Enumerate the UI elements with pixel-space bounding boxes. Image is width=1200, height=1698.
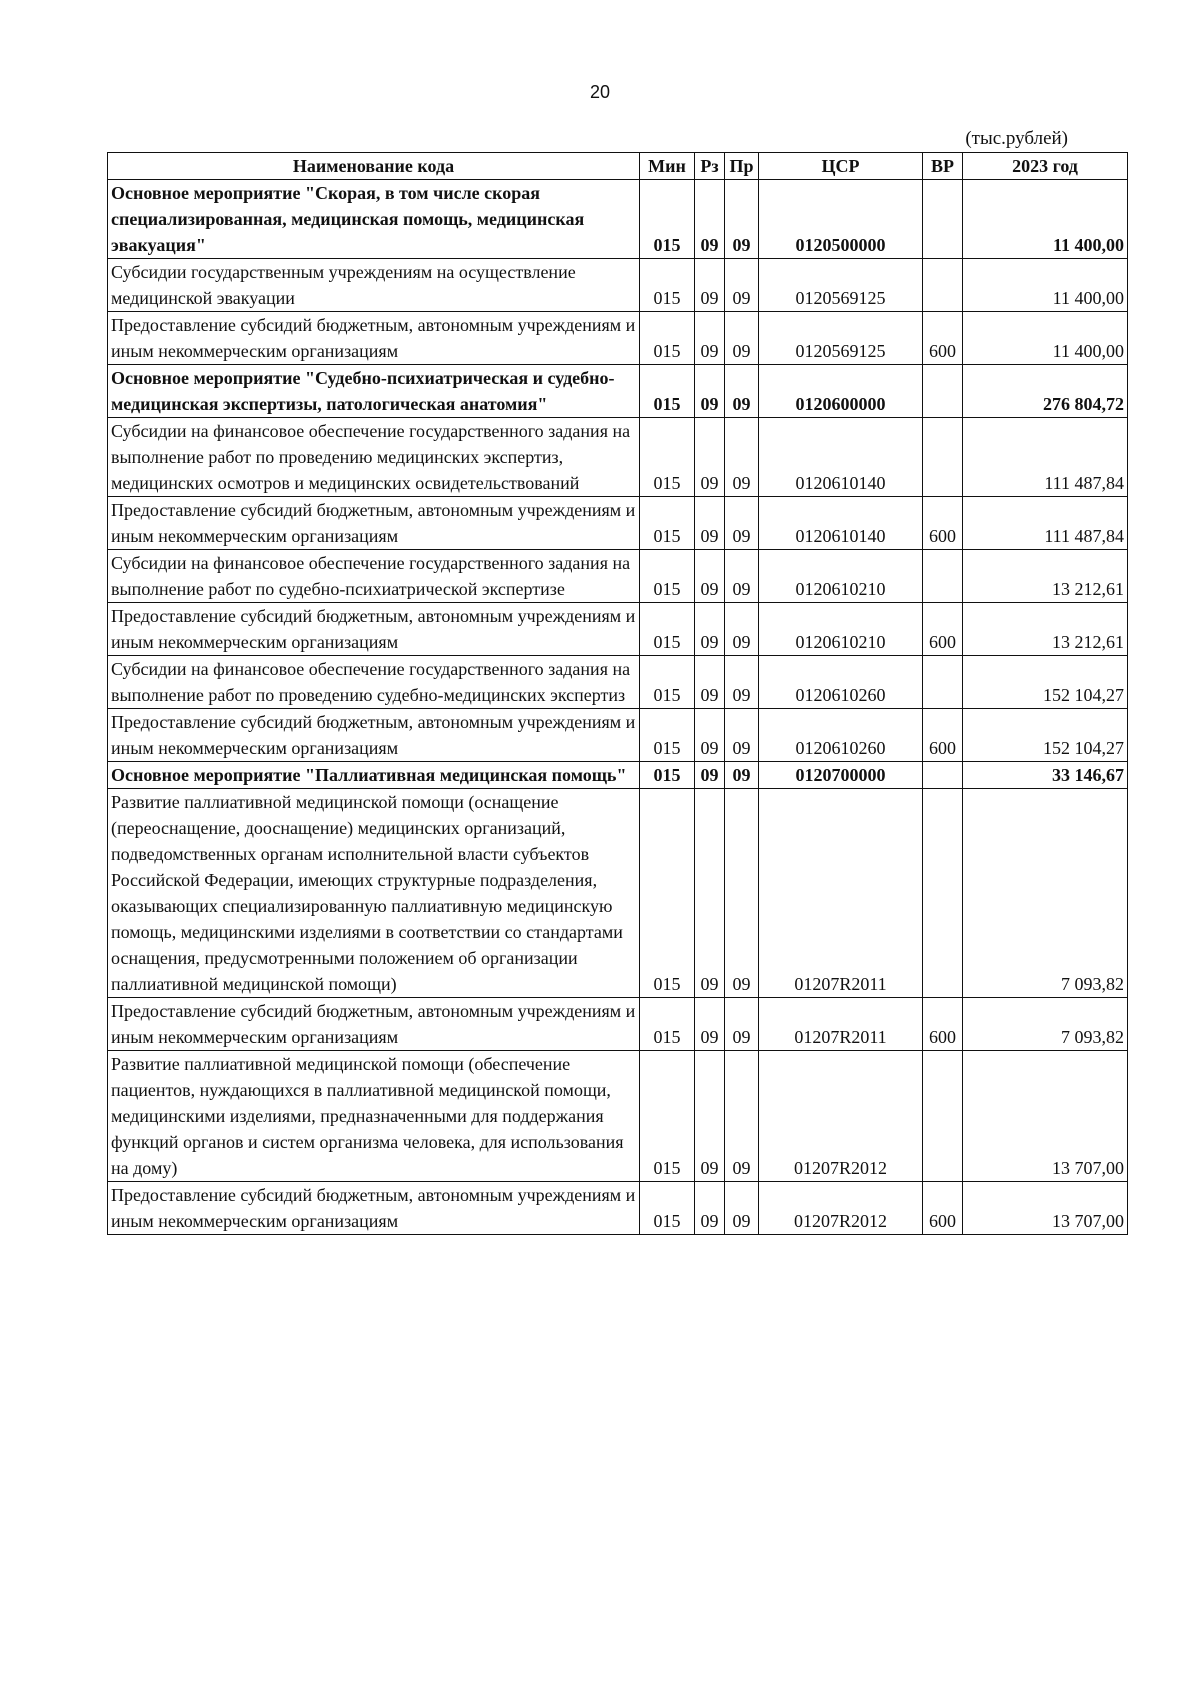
table-row [108, 1182, 1128, 1235]
cell-csr: 01207R2011 [759, 998, 923, 1051]
cell-name: Основное мероприятие "Паллиативная медицинская помощь" [108, 762, 640, 789]
header-rz: Рз [695, 153, 725, 180]
cell-pr: 09 [725, 789, 759, 998]
cell-min: 015 [640, 709, 695, 762]
header-min: Мин [640, 153, 695, 180]
cell-rz: 09 [695, 656, 725, 709]
cell-csr: 0120610210 [759, 603, 923, 656]
table-row [108, 709, 1128, 762]
cell-csr: 0120610140 [759, 497, 923, 550]
cell-rz: 09 [695, 418, 725, 497]
cell-min: 015 [640, 789, 695, 998]
header-year: 2023 год [963, 153, 1128, 180]
table-row [108, 550, 1128, 603]
table-row [108, 497, 1128, 550]
table-row [108, 418, 1128, 497]
cell-pr: 09 [725, 1051, 759, 1182]
cell-pr: 09 [725, 497, 759, 550]
cell-rz: 09 [695, 998, 725, 1051]
cell-pr: 09 [725, 1182, 759, 1235]
cell-amount: 152 104,27 [963, 656, 1128, 709]
cell-pr: 09 [725, 180, 759, 259]
table-row [108, 789, 1128, 998]
cell-name: Основное мероприятие "Скорая, в том числе скорая специализированная, медицинская помощь, медицинская эвакуация" [108, 180, 640, 259]
cell-rz: 09 [695, 1051, 725, 1182]
cell-name: Субсидии на финансовое обеспечение государственного задания на выполнение работ по проведению медицинских экспертиз, медицинских осмотров и медицинских освидетельствований [108, 418, 640, 497]
cell-min: 015 [640, 998, 695, 1051]
cell-amount: 11 400,00 [963, 312, 1128, 365]
cell-min: 015 [640, 1051, 695, 1182]
cell-vr: 600 [923, 998, 963, 1051]
cell-vr [923, 550, 963, 603]
cell-amount: 276 804,72 [963, 365, 1128, 418]
table-row [108, 259, 1128, 312]
header-name: Наименование кода [108, 153, 640, 180]
cell-amount: 7 093,82 [963, 998, 1128, 1051]
cell-min: 015 [640, 603, 695, 656]
cell-vr [923, 180, 963, 259]
cell-vr: 600 [923, 603, 963, 656]
cell-rz: 09 [695, 789, 725, 998]
table-row [108, 1051, 1128, 1182]
cell-vr [923, 1051, 963, 1182]
table-row [108, 312, 1128, 365]
cell-min: 015 [640, 259, 695, 312]
cell-csr: 0120569125 [759, 312, 923, 365]
cell-pr: 09 [725, 418, 759, 497]
cell-rz: 09 [695, 709, 725, 762]
cell-csr: 0120610140 [759, 418, 923, 497]
cell-name: Предоставление субсидий бюджетным, автономным учреждениям и иным некоммерческим организациям [108, 1182, 640, 1235]
cell-amount: 7 093,82 [963, 789, 1128, 998]
cell-vr: 600 [923, 497, 963, 550]
cell-amount: 13 212,61 [963, 550, 1128, 603]
cell-name: Развитие паллиативной медицинской помощи (обеспечение пациентов, нуждающихся в паллиативной медицинской помощи, медицинскими изделиями, предназначенными для поддержания функций органов и систем организма человека, для использования на дому) [108, 1051, 640, 1182]
cell-min: 015 [640, 312, 695, 365]
cell-csr: 0120610260 [759, 656, 923, 709]
cell-csr: 01207R2011 [759, 789, 923, 998]
cell-vr [923, 656, 963, 709]
cell-pr: 09 [725, 365, 759, 418]
cell-rz: 09 [695, 180, 725, 259]
cell-min: 015 [640, 365, 695, 418]
cell-rz: 09 [695, 497, 725, 550]
cell-pr: 09 [725, 312, 759, 365]
cell-amount: 13 212,61 [963, 603, 1128, 656]
cell-min: 015 [640, 497, 695, 550]
cell-name: Предоставление субсидий бюджетным, автономным учреждениям и иным некоммерческим организациям [108, 497, 640, 550]
cell-rz: 09 [695, 550, 725, 603]
cell-amount: 13 707,00 [963, 1051, 1128, 1182]
cell-vr [923, 789, 963, 998]
cell-vr: 600 [923, 1182, 963, 1235]
cell-name: Субсидии на финансовое обеспечение государственного задания на выполнение работ по судебно-психиатрической экспертизе [108, 550, 640, 603]
cell-csr: 0120569125 [759, 259, 923, 312]
cell-name: Основное мероприятие "Судебно-психиатрическая и судебно-медицинская экспертизы, патологическая анатомия" [108, 365, 640, 418]
cell-vr [923, 762, 963, 789]
cell-amount: 33 146,67 [963, 762, 1128, 789]
header-vr: ВР [923, 153, 963, 180]
cell-csr: 0120610260 [759, 709, 923, 762]
cell-rz: 09 [695, 259, 725, 312]
header-csr: ЦСР [759, 153, 923, 180]
table-row [108, 998, 1128, 1051]
page-number: 20 [589, 82, 611, 102]
cell-vr: 600 [923, 709, 963, 762]
cell-rz: 09 [695, 762, 725, 789]
cell-min: 015 [640, 1182, 695, 1235]
cell-name: Предоставление субсидий бюджетным, автономным учреждениям и иным некоммерческим организациям [108, 998, 640, 1051]
cell-rz: 09 [695, 365, 725, 418]
cell-name: Субсидии на финансовое обеспечение государственного задания на выполнение работ по проведению судебно-медицинских экспертиз [108, 656, 640, 709]
cell-min: 015 [640, 656, 695, 709]
table-row [108, 180, 1128, 259]
budget-table [107, 152, 1128, 1235]
cell-rz: 09 [695, 312, 725, 365]
cell-pr: 09 [725, 603, 759, 656]
cell-vr [923, 259, 963, 312]
table-body [108, 180, 1128, 1235]
cell-min: 015 [640, 762, 695, 789]
cell-pr: 09 [725, 762, 759, 789]
cell-min: 015 [640, 550, 695, 603]
table-row [108, 656, 1128, 709]
cell-csr: 01207R2012 [759, 1182, 923, 1235]
cell-pr: 09 [725, 550, 759, 603]
cell-vr [923, 365, 963, 418]
cell-pr: 09 [725, 656, 759, 709]
cell-amount: 152 104,27 [963, 709, 1128, 762]
cell-amount: 111 487,84 [963, 418, 1128, 497]
cell-csr: 0120600000 [759, 365, 923, 418]
units-label: (тыс.рублей) [965, 128, 1068, 149]
cell-csr: 0120500000 [759, 180, 923, 259]
table-header-row [108, 153, 1128, 180]
cell-name: Предоставление субсидий бюджетным, автономным учреждениям и иным некоммерческим организациям [108, 603, 640, 656]
cell-amount: 11 400,00 [963, 259, 1128, 312]
cell-rz: 09 [695, 1182, 725, 1235]
cell-amount: 11 400,00 [963, 180, 1128, 259]
cell-name: Предоставление субсидий бюджетным, автономным учреждениям и иным некоммерческим организациям [108, 709, 640, 762]
cell-pr: 09 [725, 709, 759, 762]
cell-csr: 01207R2012 [759, 1051, 923, 1182]
cell-min: 015 [640, 180, 695, 259]
table-row [108, 365, 1128, 418]
cell-pr: 09 [725, 259, 759, 312]
cell-rz: 09 [695, 603, 725, 656]
cell-amount: 13 707,00 [963, 1182, 1128, 1235]
cell-name: Развитие паллиативной медицинской помощи (оснащение (переоснащение, дооснащение) медицинских организаций, подведомственных органам исполнительной власти субъектов Российской Федерации, имеющих структурные подразделения, оказывающих специализированную паллиативную медицинскую помощь, медицинскими изделиями в соответствии со стандартами оснащения, предусмотренными положением об организации паллиативной медицинской помощи) [108, 789, 640, 998]
cell-pr: 09 [725, 998, 759, 1051]
cell-amount: 111 487,84 [963, 497, 1128, 550]
cell-vr [923, 418, 963, 497]
cell-csr: 0120610210 [759, 550, 923, 603]
cell-csr: 0120700000 [759, 762, 923, 789]
table-row [108, 603, 1128, 656]
cell-name: Субсидии государственным учреждениям на осуществление медицинской эвакуации [108, 259, 640, 312]
table-row [108, 762, 1128, 789]
cell-vr: 600 [923, 312, 963, 365]
cell-name: Предоставление субсидий бюджетным, автономным учреждениям и иным некоммерческим организациям [108, 312, 640, 365]
cell-min: 015 [640, 418, 695, 497]
header-pr: Пр [725, 153, 759, 180]
